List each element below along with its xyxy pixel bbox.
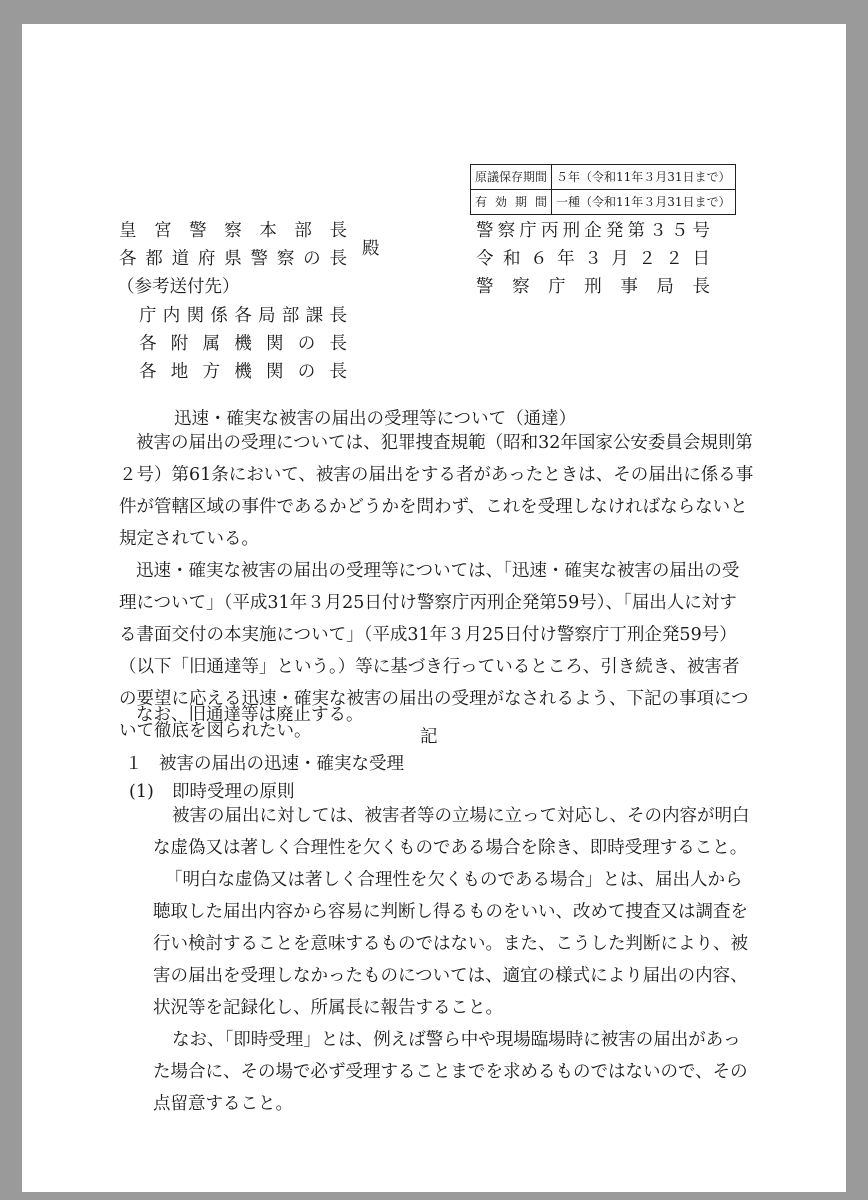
section-number: １ — [125, 754, 143, 774]
document-page — [22, 24, 846, 1192]
reference-recipient: 庁内関係各局部課長 — [139, 306, 347, 326]
subsection-number: (1) — [129, 782, 154, 802]
document-number: 警察庁丙刑企発第３５号 — [476, 221, 710, 241]
subsection-heading: 即時受理の原則 — [172, 782, 295, 802]
reference-recipient: 各地方機関の長 — [139, 362, 347, 382]
ki-heading: 記 — [420, 727, 438, 747]
subsection-paragraph: 「明白な虚偽又は著しく合理性を欠くものである場合」とは、届出人から 聴取した届出内容から容易に判断し得るものをいい、改めて捜査又は調査を 行い検討することを意味するものではない。また、こうした判断により、被 害の届出を受理しなかったものについては、適宜の様式により届出の内容、 状況等を記録化し、所属長に報告すること。 — [153, 870, 748, 1018]
reference-label: （参考送付先） — [117, 277, 240, 297]
retention-label: 有効期間 — [475, 195, 548, 209]
section-heading: 被害の届出の迅速・確実な受理 — [159, 754, 404, 774]
retention-row — [471, 190, 736, 215]
intro-paragraph: なお、旧通達等は廃止する。 — [136, 705, 364, 725]
subsection-paragraph: 被害の届出に対しては、被害者等の立場に立って対応し、その内容が明白 な虚偽又は著しく合理性を欠くものである場合を除き、即時受理すること。 — [153, 806, 750, 858]
document-sender: 警察庁刑事局長 — [476, 277, 710, 297]
intro-paragraph: 被害の届出の受理については、犯罪捜査規範（昭和32年国家公安委員会規則第 ２号）第61条において、被害の届出をする者があったときは、その届出に係る事 件が管轄区域の事件であるかどうかを問わず、これを受理しなければならないと 規定されている。 — [119, 433, 754, 549]
retention-label: 原議保存期間 — [475, 170, 548, 184]
honorific: 殿 — [362, 239, 380, 259]
retention-row — [471, 165, 736, 190]
intro-paragraph: 迅速・確実な被害の届出の受理等については、「迅速・確実な被害の届出の受 理について」（平成31年３月25日付け警察庁丙刑企発第59号）、「届出人に対す る書面交付の本実施について」（平成31年３月25日付け警察庁丁刑企発59号） （以下「旧通達等」という。）等に基づき行っているところ、引き続き、被害者 の要望に応える迅速・確実な被害の届出の受理がなされるよう、下記の事項につ いて徹底を図られたい。 — [119, 561, 749, 741]
recipient-line: 皇宮警察本部長 — [119, 221, 347, 241]
document-date: 令和６年３月２２日 — [476, 249, 710, 269]
subsection-paragraph: なお、「即時受理」とは、例えば警ら中や現場臨場時に被害の届出があっ た場合に、その場で必ず受理することまでを求めるものではないので、その 点留意すること。 — [153, 1030, 748, 1114]
document-title: 迅速・確実な被害の届出の受理等について（通達） — [174, 409, 577, 429]
retention-table — [470, 164, 736, 215]
retention-value: ５年（令和11年３月31日まで） — [552, 165, 736, 190]
retention-value: 一種（令和11年３月31日まで） — [552, 190, 736, 215]
reference-recipient: 各附属機関の長 — [139, 334, 347, 354]
recipient-line: 各都道府県警察の長 — [119, 249, 347, 269]
